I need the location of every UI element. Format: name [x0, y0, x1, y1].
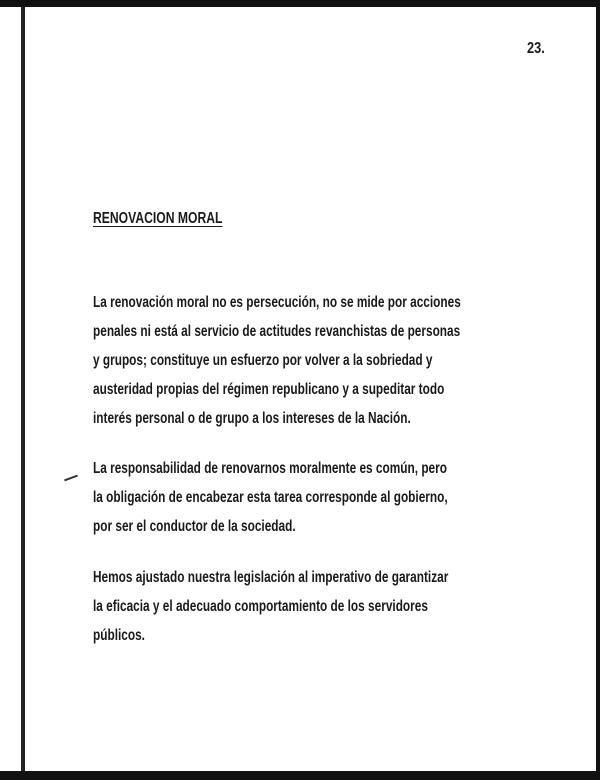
paragraph-line: la eficacia y el adecuado comportamiento de los servidores: [93, 598, 428, 615]
paragraph-1: [93, 288, 461, 433]
paragraph-line: y grupos; constituye un esfuerzo por volver a la sobriedad y: [93, 352, 433, 369]
page-number: 23.: [527, 40, 545, 57]
paragraph-line: penales ni está al servicio de actitudes revanchistas de personas: [93, 323, 461, 340]
paragraph-line: por ser el conductor de la sociedad.: [93, 518, 296, 535]
paragraph-line: La responsabilidad de renovarnos moralmente es común, pero: [93, 460, 447, 477]
paragraph-line: Hemos ajustado nuestra legislación al imperativo de garantizar: [93, 569, 449, 586]
paragraph-2: [93, 454, 448, 541]
paragraph-line: la obligación de encabezar esta tarea corresponde al gobierno,: [93, 489, 448, 506]
paragraph-3: [93, 563, 448, 650]
page-right-border: [596, 0, 600, 780]
page-bottom-border: [0, 771, 600, 780]
page-top-border: [0, 0, 600, 7]
paragraph-line: públicos.: [93, 627, 145, 644]
paragraph-line: austeridad propias del régimen republicano y a supeditar todo: [93, 381, 445, 398]
margin-pen-mark: [64, 475, 78, 482]
page-left-border: [21, 7, 25, 771]
section-heading: RENOVACION MORAL: [93, 210, 223, 227]
paragraph-line: interés personal o de grupo a los intereses de la Nación.: [93, 410, 411, 427]
paragraph-line: La renovación moral no es persecución, no se mide por acciones: [93, 294, 461, 311]
